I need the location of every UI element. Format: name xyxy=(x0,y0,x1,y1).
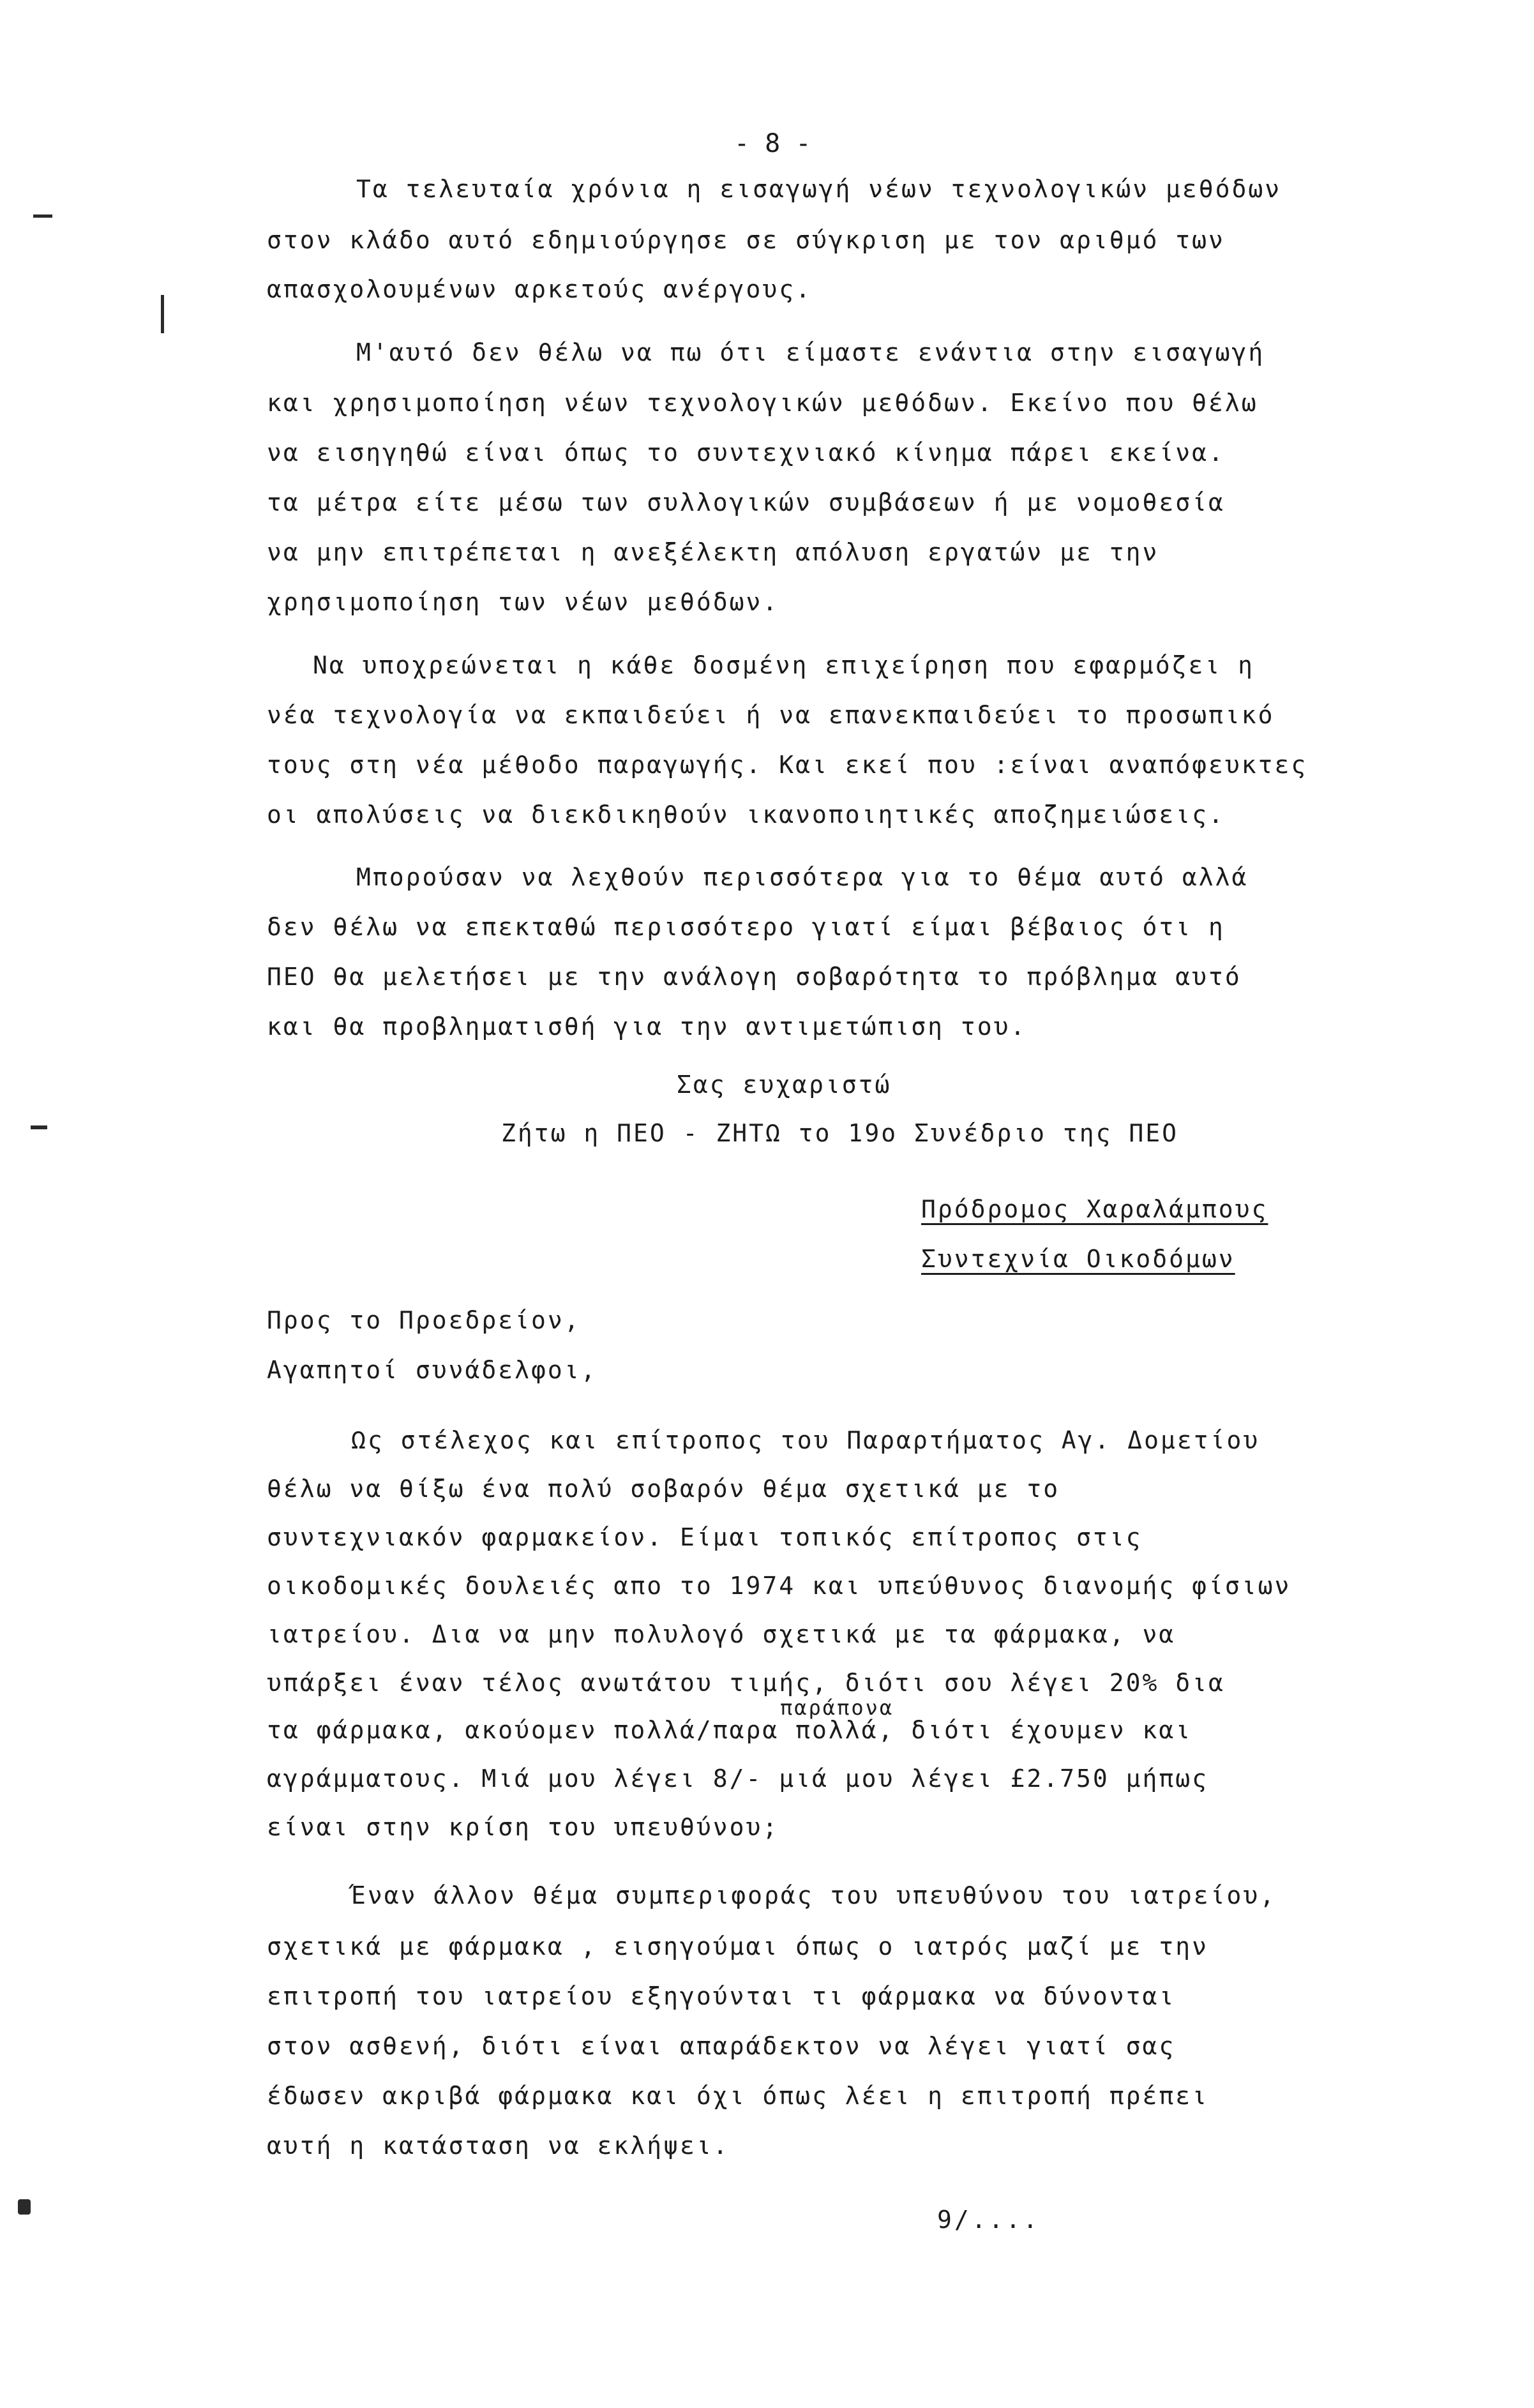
margin-mark xyxy=(161,295,164,333)
text-line: στον ασθενή, διότι είναι απαράδεκτον να λέγει γιατί σας xyxy=(267,2032,1176,2060)
signature-name: Πρόδρομος Χαραλάμπους xyxy=(921,1195,1268,1223)
margin-mark xyxy=(33,214,52,218)
text-line: Τα τελευταία χρόνια η εισαγωγή νέων τεχνολογικών μεθόδων xyxy=(356,175,1282,203)
text-line: τα μέτρα είτε μέσω των συλλογικών συμβάσεων ή με νομοθεσία xyxy=(267,488,1225,516)
text-line: στον κλάδο αυτό εδημιούργησε σε σύγκριση με τον αριθμό των xyxy=(267,226,1225,254)
text-line: Μπορούσαν να λεχθούν περισσότερα για το θέμα αυτό αλλά xyxy=(356,863,1249,891)
text-line: Να υποχρεώνεται η κάθε δοσμένη επιχείρηση που εφαρμόζει η xyxy=(313,651,1255,679)
text-line: θέλω να θίξω ένα πολύ σοβαρόν θέμα σχετικά με το xyxy=(267,1475,1060,1503)
text-line: Μ'αυτό δεν θέλω να πω ότι είμαστε ενάντια στην εισαγωγή xyxy=(356,338,1265,366)
text-line: συντεχνιακόν φαρμακείον. Είμαι τοπικός επίτροπος στις xyxy=(267,1523,1143,1551)
text-line: να μην επιτρέπεται η ανεξέλεκτη απόλυση εργατών με την xyxy=(267,538,1159,566)
text-line: ΠΕΟ θα μελετήσει με την ανάλογη σοβαρότητα το πρόβλημα αυτό xyxy=(267,963,1242,991)
address-line: Αγαπητοί συνάδελφοι, xyxy=(267,1356,598,1384)
text-line: να εισηγηθώ είναι όπως το συντεχνιακό κίνημα πάρει εκείνα. xyxy=(267,439,1225,467)
text-line: χρησιμοποίηση των νέων μεθόδων. xyxy=(267,588,779,616)
text-line: είναι στην κρίση του υπευθύνου; xyxy=(267,1813,779,1841)
text-line: τους στη νέα μέθοδο παραγωγής. Και εκεί που :είναι αναπόφευκτες xyxy=(267,751,1308,779)
margin-mark xyxy=(31,1125,47,1129)
closing-thanks: Σας ευχαριστώ xyxy=(677,1071,892,1099)
text-line: απασχολουμένων αρκετούς ανέργους. xyxy=(267,275,812,303)
text-line: Έναν άλλον θέμα συμπεριφοράς του υπευθύνου του ιατρείου, xyxy=(351,1881,1277,1909)
text-line: και χρησιμοποίηση νέων τεχνολογικών μεθόδων. Εκείνο που θέλω xyxy=(267,389,1258,417)
text-line: τα φάρμακα, ακούομεν πολλά/παρα πολλά, διότι έχουμεν και xyxy=(267,1716,1192,1744)
text-line: Ως στέλεχος και επίτροπος του Παραρτήματος Αγ. Δομετίου xyxy=(351,1426,1260,1454)
text-line: δεν θέλω να επεκταθώ περισσότερο γιατί είμαι βέβαιος ότι η xyxy=(267,913,1225,941)
text-line: αυτή η κατάσταση να εκλήψει. xyxy=(267,2132,730,2160)
text-line: και θα προβληματισθή για την αντιμετώπιση του. xyxy=(267,1012,1027,1041)
text-line: υπάρξει έναν τέλος ανωτάτου τιμής, διότι σου λέγει 20% δια xyxy=(267,1669,1225,1697)
margin-mark xyxy=(18,2199,31,2215)
signature-organisation: Συντεχνία Οικοδόμων xyxy=(921,1245,1235,1273)
text-line: ιατρείου. Δια να μην πολυλογό σχετικά με τα φάρμακα, να xyxy=(267,1620,1176,1648)
closing-slogan: Ζήτω η ΠΕΟ - ΖΗΤΩ το 19ο Συνέδριο της ΠΕΟ xyxy=(501,1119,1178,1147)
text-line: αγράμματους. Μιά μου λέγει 8/- μιά μου λέγει £2.750 μήπως xyxy=(267,1765,1209,1793)
text-line: νέα τεχνολογία να εκπαιδεύει ή να επανεκπαιδεύει το προσωπικό xyxy=(267,701,1275,729)
text-line: επιτροπή του ιατρείου εξηγούνται τι φάρμακα να δύνονται xyxy=(267,1982,1176,2010)
text-line: οι απολύσεις να διεκδικηθούν ικανοποιητικές αποζημειώσεις. xyxy=(267,801,1225,829)
page-number: - 8 - xyxy=(734,129,811,158)
continuation-marker: 9/.... xyxy=(937,2206,1041,2234)
text-line: οικοδομικές δουλειές απο το 1974 και υπεύθυνος διανομής φίσιων xyxy=(267,1572,1291,1600)
address-line: Προς το Προεδρείον, xyxy=(267,1306,581,1334)
text-line: σχετικά με φάρμακα , εισηγούμαι όπως ο ιατρός μαζί με την xyxy=(267,1932,1209,1960)
text-line: έδωσεν ακριβά φάρμακα και όχι όπως λέει η επιτροπή πρέπει xyxy=(267,2082,1209,2110)
interlinear-insertion: παράπονα xyxy=(780,1696,894,1720)
